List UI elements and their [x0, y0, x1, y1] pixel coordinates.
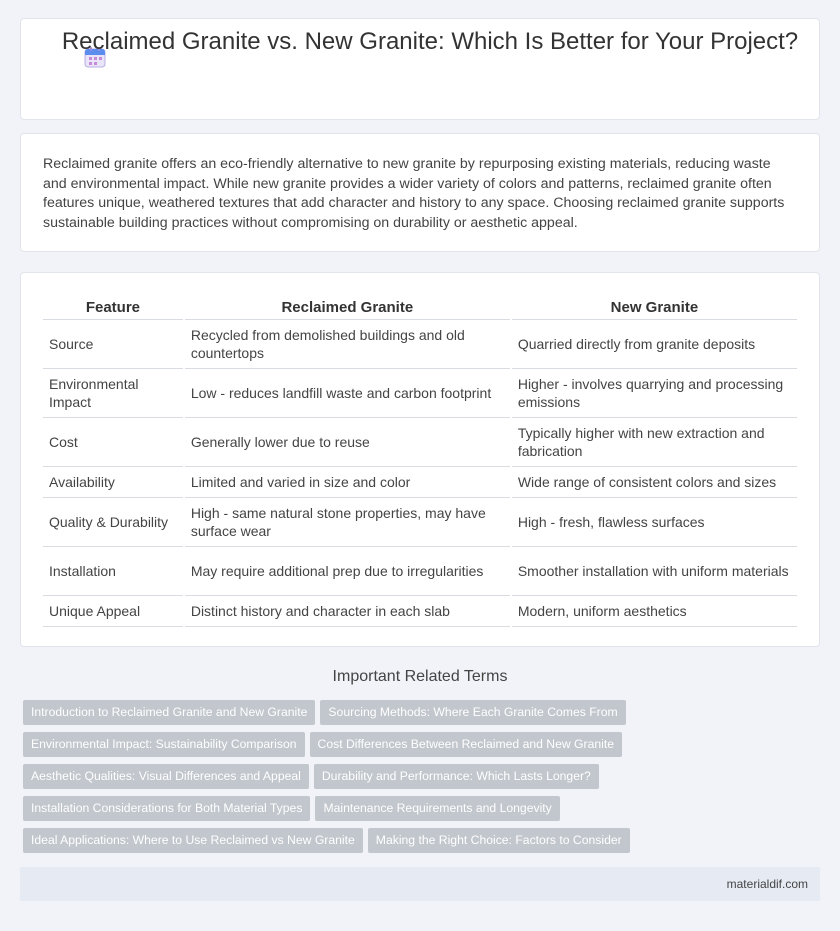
new-cell: Higher - involves quarrying and processing emissions: [512, 369, 797, 418]
reclaimed-cell: Distinct history and character in each slab: [185, 596, 510, 627]
related-terms-list: [23, 700, 823, 860]
feature-cell: Installation: [43, 547, 183, 596]
table-row: [43, 547, 797, 596]
related-term-tag[interactable]: Making the Right Choice: Factors to Consider: [368, 828, 630, 853]
reclaimed-cell: Generally lower due to reuse: [185, 418, 510, 467]
table-row: [43, 596, 797, 627]
reclaimed-cell: High - same natural stone properties, may have surface wear: [185, 498, 510, 547]
page-title: Reclaimed Granite vs. New Granite: Which Is Better for Your Project?: [61, 28, 799, 55]
related-term-tag[interactable]: Environmental Impact: Sustainability Comparison: [23, 732, 305, 757]
new-cell: Modern, uniform aesthetics: [512, 596, 797, 627]
related-term-tag[interactable]: Maintenance Requirements and Longevity: [315, 796, 559, 821]
feature-cell: Unique Appeal: [43, 596, 183, 627]
reclaimed-cell: Limited and varied in size and color: [185, 467, 510, 498]
feature-cell: Source: [43, 320, 183, 369]
intro-paragraph: Reclaimed granite offers an eco-friendly alternative to new granite by repurposing existing materials, reducing waste and environmental impact. While new granite provides a wider variety of colors and patterns, reclaimed granite often features unique, weathered textures that add character and history to any space. Choosing reclaimed granite supports sustainable building practices without compromising on durability or aesthetic appeal.: [43, 156, 785, 231]
new-cell: Wide range of consistent colors and sizes: [512, 467, 797, 498]
table-row: [43, 467, 797, 498]
new-cell: Smoother installation with uniform materials: [512, 547, 797, 596]
new-cell: High - fresh, flawless surfaces: [512, 498, 797, 547]
header-feature: Feature: [43, 297, 183, 320]
related-term-tag[interactable]: Durability and Performance: Which Lasts Longer?: [314, 764, 599, 789]
table-row: [43, 498, 797, 547]
related-term-tag[interactable]: Sourcing Methods: Where Each Granite Comes From: [320, 700, 625, 725]
comparison-card: [20, 272, 820, 647]
feature-cell: Quality & Durability: [43, 498, 183, 547]
new-cell: Quarried directly from granite deposits: [512, 320, 797, 369]
table-header-row: [43, 297, 797, 320]
header-reclaimed: Reclaimed Granite: [185, 297, 510, 320]
header-new: New Granite: [512, 297, 797, 320]
table-row: [43, 418, 797, 467]
feature-cell: Cost: [43, 418, 183, 467]
related-terms-title: Important Related Terms: [332, 668, 508, 685]
related-term-tag[interactable]: Installation Considerations for Both Material Types: [23, 796, 310, 821]
comparison-table: [41, 297, 799, 627]
table-row: [43, 320, 797, 369]
footer: [20, 867, 820, 901]
related-term-tag[interactable]: Ideal Applications: Where to Use Reclaimed vs New Granite: [23, 828, 363, 853]
table-row: [43, 369, 797, 418]
reclaimed-cell: Recycled from demolished buildings and old countertops: [185, 320, 510, 369]
new-cell: Typically higher with new extraction and fabrication: [512, 418, 797, 467]
related-term-tag[interactable]: Introduction to Reclaimed Granite and New Granite: [23, 700, 315, 725]
intro-card: [20, 133, 820, 252]
feature-cell: Availability: [43, 467, 183, 498]
footer-site-link[interactable]: materialdif.com: [726, 877, 808, 891]
reclaimed-cell: May require additional prep due to irregularities: [185, 547, 510, 596]
related-term-tag[interactable]: Aesthetic Qualities: Visual Differences and Appeal: [23, 764, 309, 789]
reclaimed-cell: Low - reduces landfill waste and carbon footprint: [185, 369, 510, 418]
feature-cell: Environmental Impact: [43, 369, 183, 418]
related-term-tag[interactable]: Cost Differences Between Reclaimed and New Granite: [310, 732, 622, 757]
